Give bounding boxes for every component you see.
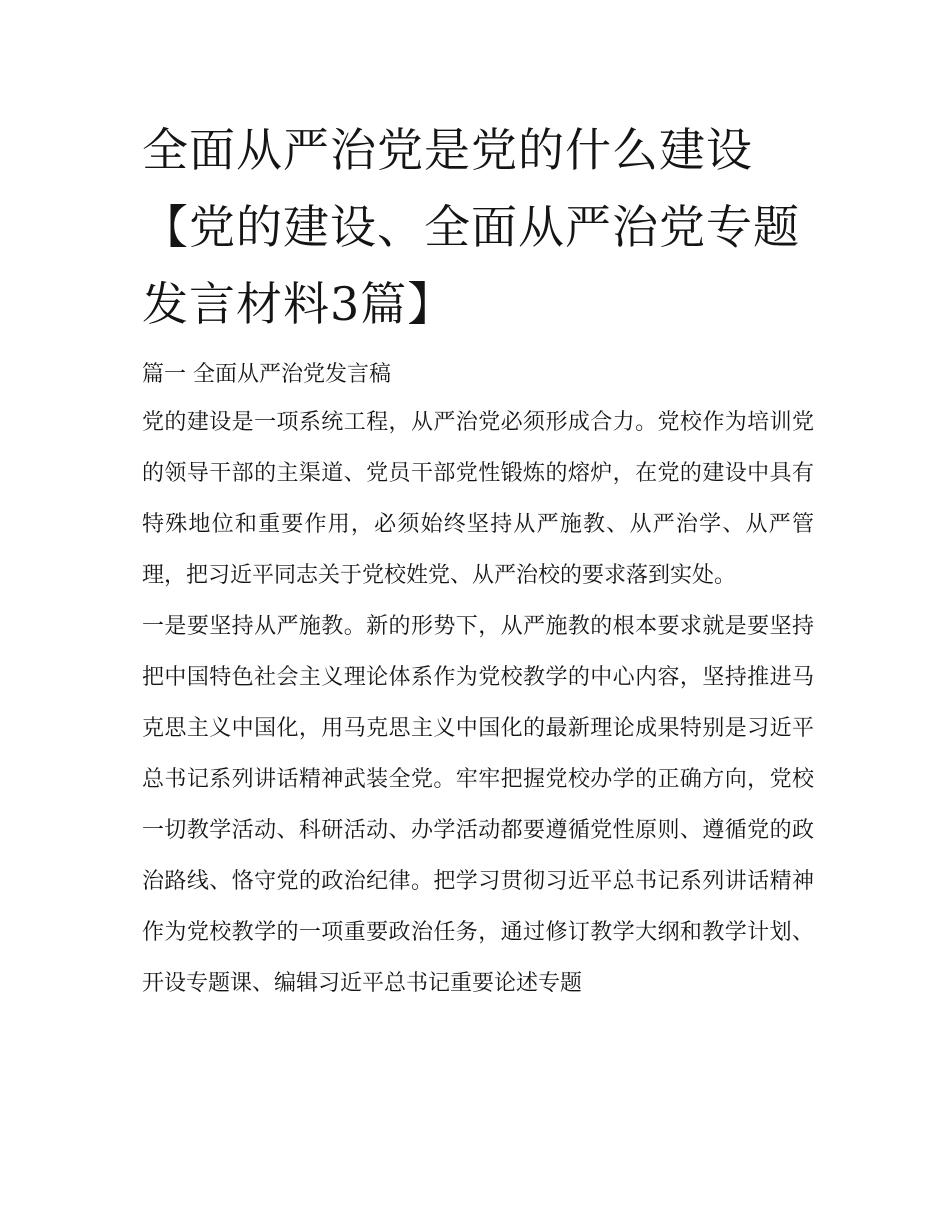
- paragraph-1: 党的建设是一项系统工程，从严治党必须形成合力。党校作为培训党的领导干部的主渠道、党员干部党性锻炼的熔炉，在党的建设中具有特殊地位和重要作用，必须始终坚持从严施教、从严治学、从严管理，把习近平同志关于党校姓党、从严治校的要求落到实处。: [142, 410, 814, 588]
- document-page: [142, 112, 814, 1009]
- paragraph-2: 一是要坚持从严施教。新的形势下，从严施教的根本要求就是要坚持把中国特色社会主义理论体系作为党校教学的中心内容，坚持推进马克思主义中国化，用马克思主义中国化的最新理论成果特别是习近平总书记系列讲话精神武装全党。牢牢把握党校办学的正确方向，党校一切教学活动、科研活动、办学活动都要遵循党性原则、遵循党的政治路线、恪守党的政治纪律。把学习贯彻习近平总书记系列讲话精神作为党校教学的一项重要政治任务，通过修订教学大纲和教学计划、开设专题课、编辑习近平总书记重要论述专题: [142, 614, 814, 996]
- section-heading: 篇一 全面从严治党发言稿: [142, 362, 391, 387]
- document-title: 全面从严治党是党的什么建设【党的建设、全面从严治党专题发言材料3篇】: [142, 123, 800, 331]
